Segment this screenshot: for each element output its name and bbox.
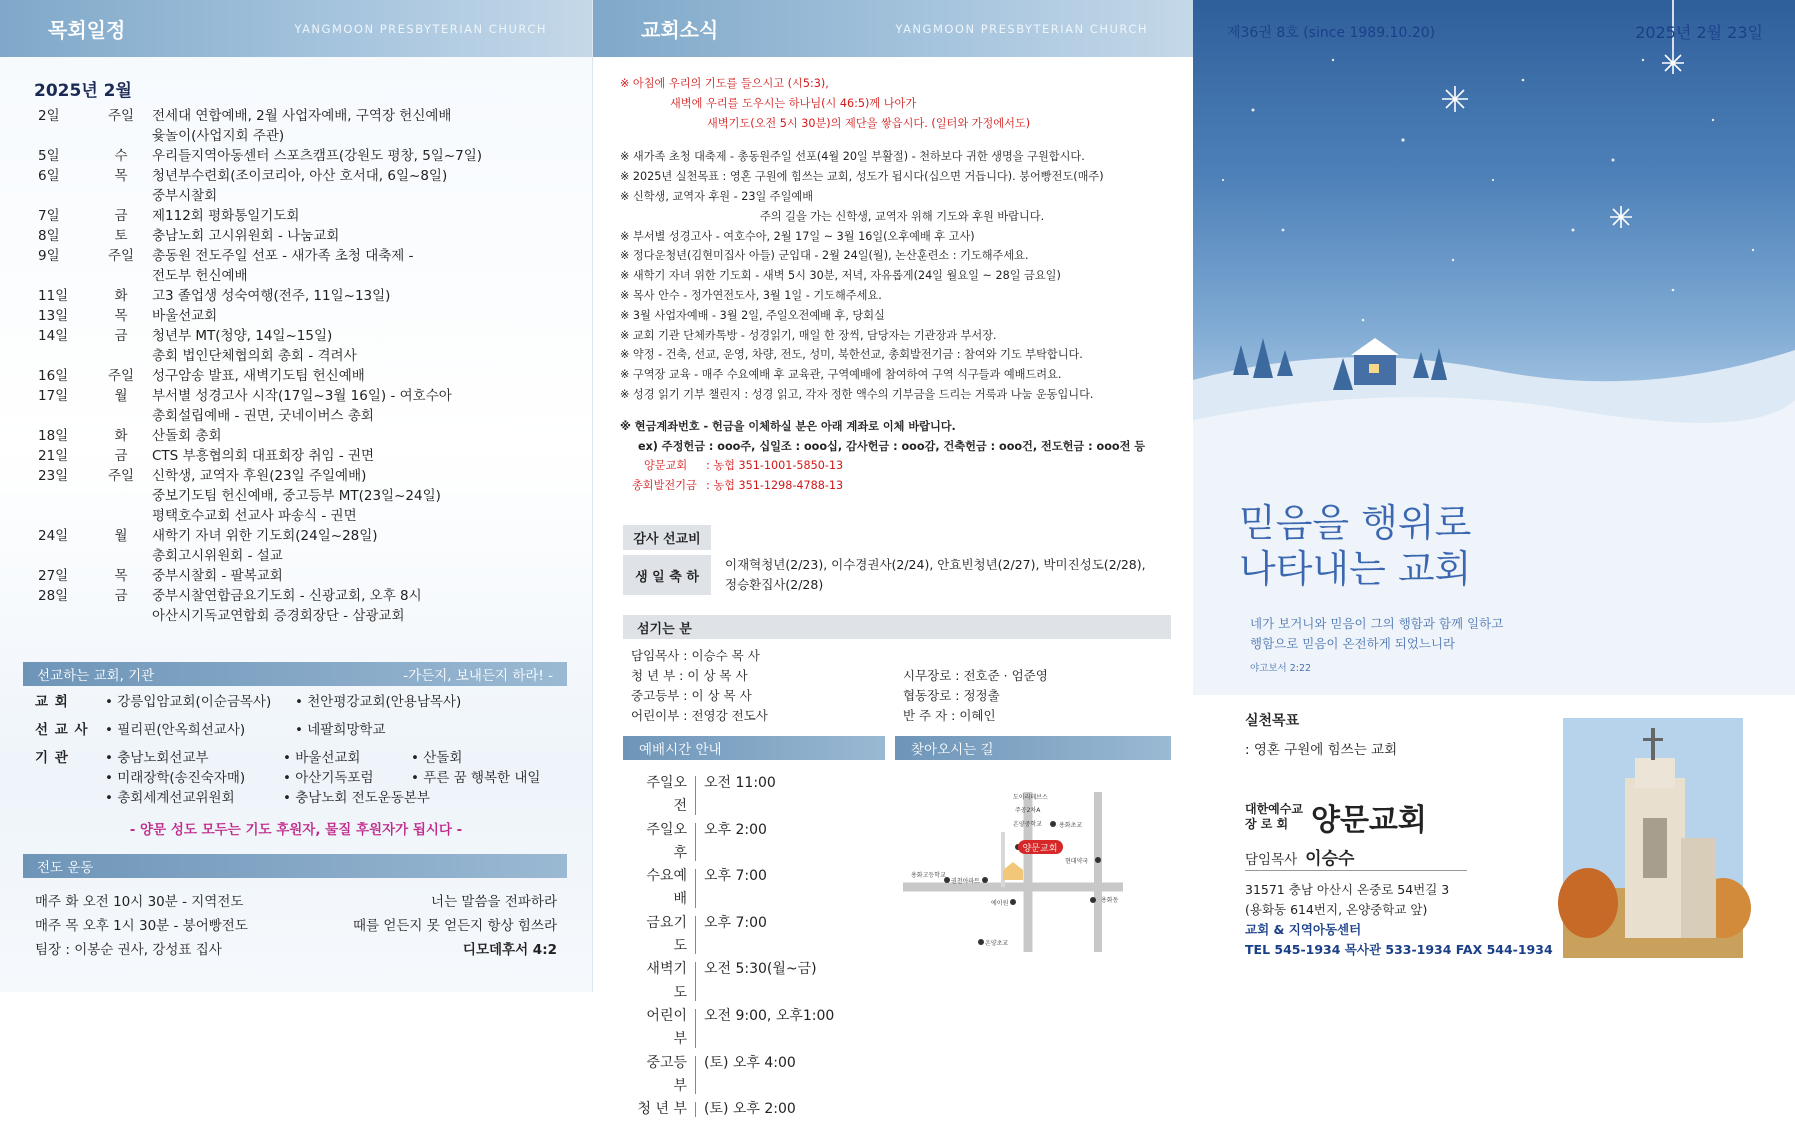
- schedule-row: [0, 586, 592, 626]
- map-label: 에이원: [991, 900, 1009, 907]
- birthday-label: 생 일 축 하: [623, 555, 711, 595]
- church-item: • 천안평강교회(안용남목사): [295, 694, 462, 710]
- mission-orgs: [35, 692, 565, 808]
- map-label: 온양중학교: [1013, 821, 1042, 828]
- pastor-name: 이승수: [1305, 849, 1355, 869]
- map-label: 용화초교: [1059, 822, 1083, 829]
- servant: 담임목사 : 이승수 목 사: [631, 648, 760, 663]
- schedule-weekday: 금: [114, 208, 128, 224]
- worship-name: 주일오전: [646, 775, 687, 815]
- schedule-row: [0, 146, 592, 166]
- schedule-events: [152, 286, 592, 306]
- worship-name: 청 년 부: [637, 1101, 687, 1118]
- address-line: (용화동 614번지, 온양중학교 앞): [1245, 902, 1428, 917]
- schedule-row: [0, 366, 592, 386]
- worship-row: [637, 865, 834, 912]
- schedule-event: 산돌회 총회: [152, 428, 222, 444]
- schedule-day: 2일: [38, 108, 60, 124]
- prayer-line: 새벽기도(오전 5시 30분)의 제단을 쌓읍시다. (일터와 가정에서도): [707, 116, 1031, 130]
- schedule-day: 14일: [38, 328, 69, 344]
- schedule-event: 윷놀이(사업지회 주관): [152, 128, 285, 144]
- church-photo: [1563, 718, 1743, 958]
- schedule-row: [0, 106, 592, 146]
- worship-time: 오전 11:00: [704, 775, 776, 791]
- schedule-event: 부서별 성경고사 시작(17일~3월 16일) - 여호수아: [152, 388, 452, 404]
- schedule-row: [0, 326, 592, 366]
- schedule-events: [152, 326, 592, 366]
- denomination-line: 대한예수교: [1245, 802, 1303, 816]
- schedule-row: [0, 206, 592, 226]
- servants-left: [631, 646, 768, 726]
- headline-line: 믿음을 행위로: [1239, 501, 1472, 545]
- schedule-event: 중부시찰연합금요기도회 - 신광교회, 오후 8시: [152, 588, 422, 604]
- evangelism-verse: 때를 얻든지 못 얻든지 항상 힘쓰라: [352, 918, 557, 934]
- schedule-row: [0, 566, 592, 586]
- agency-item: • 총회세계선교위원회: [105, 790, 235, 806]
- schedule-row: [0, 466, 592, 526]
- evangelism-verse-ref: 디모데후서 4:2: [462, 942, 557, 958]
- agency-item: • 충남노회선교부: [105, 750, 209, 766]
- divider: [1245, 870, 1467, 871]
- agency-item: • 바울선교회: [283, 750, 361, 766]
- schedule-events: [152, 586, 592, 626]
- schedule-event: 고3 졸업생 성숙여행(전주, 11일~13일): [152, 288, 391, 304]
- schedule-weekday: 금: [114, 328, 128, 344]
- evangelism-line: 매주 목 오후 1시 30분 - 붕어빵전도: [35, 918, 248, 934]
- schedule-row: [0, 386, 592, 426]
- worship-time: (토) 오후 4:00: [704, 1054, 796, 1071]
- schedule-row: [0, 226, 592, 246]
- schedule-event: 총회 법인단체협의회 총회 - 격려사: [152, 348, 357, 364]
- worship-name: 수요예배: [646, 868, 687, 908]
- pastor-label: 담임목사: [1245, 852, 1298, 868]
- schedule-weekday: 화: [114, 288, 128, 304]
- address-line: 31571 충남 아산시 온중로 54번길 3: [1245, 882, 1450, 897]
- worship-row: [637, 1052, 834, 1099]
- schedule-weekday: 목: [114, 168, 128, 184]
- schedule-weekday: 월: [114, 388, 128, 404]
- mission-bar-title: 선교하는 교회, 기관: [37, 668, 155, 684]
- account-number: : 농협 351-1001-5850-13: [706, 459, 844, 473]
- worship-time: 오후 7:00: [704, 914, 767, 931]
- agency-item: • 산돌회: [411, 750, 463, 766]
- account-number: : 농협 351-1298-4788-13: [706, 479, 844, 493]
- worship-row: [637, 958, 834, 1005]
- evangelism-verse: 너는 말씀을 전파하라: [431, 894, 557, 910]
- news-item: ※ 목사 안수 - 정가연전도사, 3월 1일 - 기도해주세요.: [620, 288, 882, 302]
- worship-name: 중고등부: [646, 1054, 687, 1094]
- worship-name: 금요기도: [646, 914, 687, 955]
- servant: 중고등부 : 이 상 목 사: [631, 688, 752, 703]
- worship-time: 오전 9:00, 오후1:00: [704, 1007, 835, 1024]
- schedule-event: 총회설립예배 - 권면, 굿네이버스 총회: [152, 408, 374, 424]
- schedule-month: 2025년 2월: [34, 81, 132, 101]
- schedule-event: 바울선교회: [152, 308, 218, 324]
- pastor: [1245, 844, 1354, 869]
- schedule-event: 중부시찰회 - 팔복교회: [152, 568, 283, 584]
- schedule-events: [152, 366, 592, 386]
- account-label: 양문교회: [644, 459, 688, 473]
- news-item: ※ 3월 사업자예배 - 3월 2일, 주일오전예배 후, 당회실: [620, 308, 885, 322]
- schedule-header-subtitle: YANGMOON PRESBYTERIAN CHURCH: [294, 21, 547, 36]
- news-item: ※ 약정 - 건축, 선교, 운영, 차량, 전도, 성미, 북한선교, 총회발전기금 : 참여와 기도 부탁합니다.: [620, 348, 1083, 362]
- worship-row: [637, 912, 834, 959]
- schedule-event: CTS 부흥협의회 대표회장 취임 - 권면: [152, 448, 375, 464]
- birthday-list: [725, 555, 1146, 595]
- schedule-event: 전도부 헌신예배: [152, 268, 248, 284]
- schedule-event: 우리들지역아동센터 스포츠캠프(강원도 평창, 5일~7일): [152, 148, 483, 164]
- schedule-row: [0, 306, 592, 326]
- servant: 협동장로 : 정정출: [903, 688, 1000, 703]
- mission-bar: [23, 662, 567, 686]
- news-item: ※ 구역장 교육 - 매주 수요예배 후 교육관, 구역예배에 참여하여 구역 식구들과 예배드려요.: [620, 368, 1062, 382]
- news-header-title: 교회소식: [641, 18, 719, 42]
- cover-image: [1193, 0, 1795, 695]
- house-icon: [1351, 338, 1399, 385]
- address-block: [1245, 880, 1553, 960]
- map-bar: 찾아오시는 길: [895, 736, 1171, 760]
- schedule-event: 중부시찰회: [152, 188, 218, 204]
- schedule-event: 청년부 MT(청양, 14일~15일): [152, 328, 333, 344]
- missionary-item: • 네팔희망학교: [295, 722, 386, 738]
- schedule-weekday: 월: [114, 528, 128, 544]
- agency-item: • 충남노회 전도운동본부: [283, 790, 430, 806]
- agency-item: • 미래장학(송진숙자매): [105, 770, 246, 786]
- schedule-event: 중보기도팀 헌신예배, 중고등부 MT(23일~24일): [152, 488, 441, 504]
- schedule-event: 평택호수교회 선교사 파송식 - 권면: [152, 508, 357, 524]
- schedule-weekday: 주일: [107, 248, 135, 264]
- schedule-event: 전세대 연합예배, 2월 사업자예배, 구역장 헌신예배: [152, 108, 452, 124]
- agency-item: • 푸른 꿈 행복한 내일: [411, 770, 541, 786]
- evangelism-info: [35, 890, 557, 962]
- schedule-events: [152, 566, 592, 586]
- prayer-line: ※ 아침에 우리의 기도를 들으시고 (시5:3),: [620, 77, 829, 90]
- news-header-subtitle: YANGMOON PRESBYTERIAN CHURCH: [895, 21, 1148, 36]
- schedule-day: 13일: [38, 308, 69, 324]
- quote-line: 행함으로 믿음이 온전하게 되었느니라: [1250, 636, 1456, 651]
- schedule-row: [0, 166, 592, 206]
- schedule-weekday: 목: [114, 568, 128, 584]
- church-identity: [1245, 795, 1427, 839]
- center-name: 교회 & 지역아동센터: [1245, 922, 1362, 937]
- servant: 시무장로 : 전호준 · 엄준영: [903, 668, 1048, 683]
- news-list: [620, 74, 1180, 496]
- schedule-weekday: 토: [114, 228, 128, 244]
- schedule-day: 9일: [38, 248, 60, 264]
- missionary-item: • 필리핀(안옥희선교사): [105, 722, 246, 738]
- schedule-events: [152, 306, 592, 326]
- schedule-day: 11일: [38, 288, 69, 304]
- schedule-row: [0, 446, 592, 466]
- map-label: 온양초교: [985, 940, 1009, 947]
- schedule-events: [152, 386, 592, 426]
- schedule-event: 청년부수련회(조이코리아, 아산 호서대, 6일~8일): [152, 168, 448, 184]
- schedule-event: 새학기 자녀 위한 기도회(24일~28일): [152, 528, 378, 544]
- map-label: 권천아파트: [951, 878, 980, 885]
- support-slogan: - 양문 성도 모두는 기도 후원자, 물질 후원자가 됩시다 -: [129, 822, 463, 838]
- schedule-event: 성구암송 발표, 새벽기도팀 헌신예배: [152, 368, 365, 384]
- worship-times: [637, 772, 834, 1121]
- schedule-events: [152, 446, 592, 466]
- schedule-weekday: 화: [114, 428, 128, 444]
- news-item: ※ 신학생, 교역자 후원 - 23일 주일예배: [620, 189, 814, 203]
- mission-bar-motto: -가든지, 보내든지 하라! -: [403, 668, 553, 684]
- account-title: ※ 현금계좌번호 - 헌금을 이체하실 분은 아래 계좌로 이체 바랍니다.: [620, 419, 956, 433]
- map-label: 도이리테브스: [1013, 794, 1048, 801]
- news-item: ※ 성경 읽기 기부 챌린지 : 성경 읽고, 각자 정한 액수의 기부금을 드리는 거룩과 나눔 운동입니다.: [620, 387, 1094, 401]
- schedule-events: [152, 226, 592, 246]
- worship-time: 오후 7:00: [704, 868, 767, 885]
- news-item: ※ 새가족 초청 대축제 - 총동원주일 선포(4월 20일 부활절) - 천하보다 귀한 생명을 구원합시다.: [620, 150, 1085, 164]
- schedule-event: 총동원 전도주일 선포 - 새가족 초청 대축제 -: [152, 248, 414, 264]
- news-item: ※ 새학기 자녀 위한 기도회 - 새벽 5시 30분, 저녁, 자유롭게(24일 월요일 ~ 28일 금요일): [620, 269, 1061, 283]
- news-item: ※ 교회 기관 단체카톡방 - 성경읽기, 매일 한 장씩, 담당자는 기관장과 부서장.: [620, 328, 997, 342]
- goal-title: 실천목표: [1245, 713, 1300, 729]
- birthday-line: 이재혁청년(2/23), 이수경권사(2/24), 안효빈청년(2/27), 박미진성도(2/28),: [725, 557, 1146, 572]
- schedule-day: 16일: [38, 368, 69, 384]
- worship-name: 주일오후: [646, 821, 687, 861]
- worship-row: [637, 772, 834, 819]
- news-item: 주의 길을 가는 신학생, 교역자 위해 기도와 후원 바랍니다.: [760, 209, 1045, 223]
- worship-time: 오전 5:30(월~금): [704, 961, 817, 978]
- worship-row: [637, 1098, 834, 1121]
- schedule-day: 21일: [38, 448, 69, 464]
- schedule-day: 28일: [38, 588, 69, 604]
- map-label: 용화동: [1101, 897, 1119, 904]
- schedule-row: [0, 286, 592, 306]
- quote-reference: 야고보서 2:22: [1250, 663, 1312, 674]
- schedule-weekday: 주일: [107, 468, 135, 484]
- evangelism-line: 매주 화 오전 10시 30분 - 지역전도: [35, 894, 244, 910]
- schedule-events: [152, 206, 592, 226]
- worship-name: 어린이부: [646, 1007, 687, 1048]
- schedule-event: 신학생, 교역자 후원(23일 주일예배): [152, 468, 367, 484]
- schedule-event: 아산시기독교연합회 증경회장단 - 삼광교회: [152, 608, 405, 624]
- schedule-event: 총회고시위원회 - 설교: [152, 548, 283, 564]
- schedule-events: [152, 146, 592, 166]
- cover-panel: [1193, 0, 1795, 992]
- prayer-line: 새벽에 우리를 도우시는 하나님(시 46:5)께 나아가: [670, 96, 917, 110]
- schedule-panel: [0, 0, 592, 992]
- schedule-row: [0, 426, 592, 446]
- location-map: [893, 772, 1173, 972]
- thanks-label: 감사 선교비: [623, 525, 711, 550]
- schedule-events: [152, 526, 592, 566]
- schedule-day: 23일: [38, 468, 69, 484]
- worship-bar: 예배시간 안내: [623, 736, 885, 760]
- schedule-day: 6일: [38, 168, 60, 184]
- worship-row: [637, 1005, 834, 1052]
- servants-right: [903, 666, 1048, 726]
- schedule-day: 24일: [38, 528, 69, 544]
- schedule-events: [152, 166, 592, 206]
- map-label: 현대약국: [1065, 858, 1089, 865]
- schedule-events: [152, 246, 592, 286]
- news-header: [593, 0, 1193, 57]
- schedule-day: 5일: [38, 148, 60, 164]
- news-item: ※ 2025년 실천목표 : 영혼 구원에 힘쓰는 교회, 성도가 됩시다(십으면 거듭니다). 붕어빵전도(매주): [620, 170, 1104, 184]
- schedule-list: [0, 106, 592, 626]
- schedule-row: [0, 246, 592, 286]
- schedule-day: 17일: [38, 388, 69, 404]
- worship-time: 오후 2:00: [704, 821, 767, 838]
- schedule-day: 18일: [38, 428, 69, 444]
- issue-volume: 제36권 8호 (since 1989.10.20): [1227, 25, 1436, 41]
- denomination-line: 장 로 회: [1245, 817, 1289, 831]
- schedule-row: [0, 526, 592, 566]
- missionary-label: 선 교 사: [35, 722, 89, 738]
- schedule-weekday: 금: [114, 588, 128, 604]
- schedule-events: [152, 106, 592, 146]
- account-label: 총회발전기금: [632, 479, 697, 493]
- map-church-label: 양문교회: [1022, 844, 1058, 854]
- servant: 청 년 부 : 이 상 목 사: [631, 668, 748, 683]
- evangelism-bar-title: 전도 운동: [37, 860, 94, 876]
- goal-text: : 영혼 구원에 힘쓰는 교회: [1245, 742, 1398, 758]
- schedule-events: [152, 466, 592, 526]
- cover-headline: [1239, 500, 1471, 592]
- church-item: • 강릉입암교회(이순금목사): [105, 694, 272, 710]
- quote-line: 네가 보거니와 믿음이 그의 행함과 함께 일하고: [1250, 616, 1504, 631]
- worship-name: 새벽기도: [646, 961, 687, 1001]
- birthday-line: 정승환집사(2/28): [725, 577, 824, 592]
- schedule-event: 충남노회 고시위원회 - 나눔교회: [152, 228, 340, 244]
- church-label: 교 회: [35, 694, 69, 710]
- agency-label: 기 관: [35, 750, 69, 766]
- evangelism-bar: [23, 854, 567, 878]
- account-example: ex) 주정헌금 : ooo주, 십일조 : ooo십, 감사헌금 : ooo감, 건축헌금 : ooo건, 전도헌금 : ooo전 등: [638, 439, 1146, 453]
- schedule-events: [152, 426, 592, 446]
- worship-row: [637, 819, 834, 866]
- cover-quote: [1250, 614, 1503, 654]
- map-label: 주공2차A: [1015, 807, 1041, 814]
- servant: 반 주 자 : 이혜인: [903, 708, 996, 723]
- schedule-weekday: 주일: [107, 368, 135, 384]
- schedule-event: 제112회 평화통일기도회: [152, 208, 300, 224]
- schedule-weekday: 수: [114, 148, 128, 164]
- schedule-day: 7일: [38, 208, 60, 224]
- schedule-day: 27일: [38, 568, 69, 584]
- news-item: ※ 정다운청년(김현미집사 아들) 군입대 - 2월 24일(월), 논산훈련소 : 기도해주세요.: [620, 249, 1029, 263]
- schedule-weekday: 목: [114, 308, 128, 324]
- schedule-weekday: 금: [114, 448, 128, 464]
- map-label: 용화고등학교: [911, 872, 946, 879]
- church-name: 양문교회: [1310, 803, 1427, 838]
- schedule-header-title: 목회일정: [48, 18, 126, 42]
- contact-numbers: TEL 545-1934 목사관 533-1934 FAX 544-1934: [1245, 942, 1553, 957]
- headline-line: 나타내는 교회: [1239, 547, 1472, 591]
- issue-date: 2025년 2월 23일: [1635, 23, 1763, 42]
- news-item: ※ 부서별 성경고사 - 여호수아, 2월 17일 ~ 3월 16일(오후예배 후 고사): [620, 229, 975, 243]
- worship-time: (토) 오후 2:00: [704, 1101, 796, 1118]
- schedule-header: [0, 0, 592, 57]
- servant: 어린이부 : 전영강 전도사: [631, 708, 768, 723]
- evangelism-leader: 팀장 : 이봉순 권사, 강성표 집사: [35, 942, 222, 958]
- schedule-day: 8일: [38, 228, 60, 244]
- agency-item: • 아산기독포럼: [283, 770, 374, 786]
- schedule-weekday: 주일: [107, 108, 135, 124]
- servants-bar: 섬기는 분: [623, 615, 1171, 639]
